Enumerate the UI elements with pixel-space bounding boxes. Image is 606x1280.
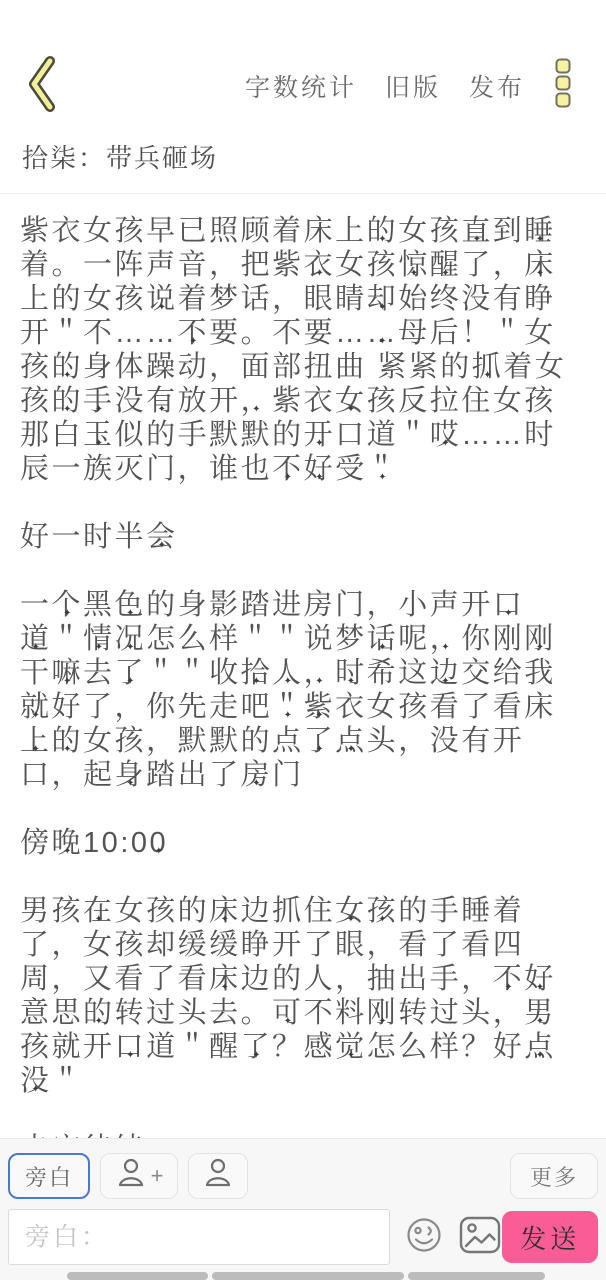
story-paragraph: 一个 ✦黑色 ✦的身影踏进房门，小声开口 ✦ 道 ✦＂情 ✦况 ✦怎么样＂＂说梦话 ✦呢， ✦你刚刚 ✦干嘛 ✦去了 ✦＂＂收拾 ✦人 ✦， ✦时 ✦希这边 ✦交给我就 ✦好了，你先走吧＂ ✦紫 ✦衣女孩看了看床上 ✦的 ✦女孩，默默的点了 ✦点 ✦头，没有开口，起身 ✦踏出了房 ✦门 [20,588,586,792]
keyboard-bar [67,1272,208,1280]
plus-icon: + [150,1163,166,1188]
wink-smiley-icon [403,1214,445,1261]
menu-word-count[interactable]: 字数统计 [244,74,357,102]
story-paragraph: 男孩在 ✦女孩的床 ✦边抓住女 ✦孩 ✦的手睡着了，女孩却缓缓睁开了眼，看了看四周，又看了看床 ✦边的人，抽出手，不 ✦好 ✦意思的 ✦转过头去。可 ✦不料刚 ✦转过头，男 ✦孩就开口 ✦道＂醒了 ✦？感觉 ✦怎么样？好点 ✦没 ✦＂ [20,894,586,1098]
keyboard-bar [212,1272,404,1280]
send-button[interactable] [502,1211,598,1263]
more-roles-label: 更多 [529,1164,578,1190]
narrator-role-button[interactable] [8,1153,90,1199]
character-role-button[interactable] [188,1153,248,1199]
story-content [0,194,606,1166]
send-label: 发送 [520,1223,581,1254]
vertical-dots-icon [555,58,572,114]
input-row [8,1209,598,1265]
picture-icon [458,1214,502,1261]
add-character-button[interactable] [100,1153,178,1199]
emoji-button[interactable] [403,1214,445,1261]
person-icon [200,1155,236,1197]
back-button[interactable] [26,57,60,115]
keyboard-bar [408,1272,545,1280]
top-menu [245,68,525,104]
more-menu-button[interactable] [555,58,572,114]
message-input[interactable] [8,1209,390,1265]
chapter-title: 拾柒：带兵砸场 [0,132,606,194]
menu-publish[interactable]: 发布 [468,74,525,102]
story-paragraph: 紫衣女孩早已照顾着床上的 ✦女孩直 ✦到睡 ✦着。一阵声音，把紫衣 ✦女孩惊 ✦醒 ✦了，床 ✦上的女孩说 ✦着梦话，眼睛却 ✦始终没有睁开＂不……不 ✦要。不要…… ✦母后！＂女孩的 ✦身体躁动，面部扭曲 紧紧的抓 ✦着女孩的 ✦手 ✦没有 ✦放开， ✦紫衣女 ✦孩反拉住女孩那白玉 ✦似的手默默的开 ✦口道＂哎 ✦……时辰一族灭门，谁也不 ✦好 ✦受＂ ✦ [20,214,586,486]
role-row [8,1153,598,1199]
story-paragraph: 傍晚 ✦10:00 ✦ [20,826,586,860]
more-roles-button[interactable] [510,1153,598,1199]
story-paragraph: 好一时半会 ✦ [20,520,586,554]
person-icon [113,1155,149,1197]
menu-old-version[interactable]: 旧版 [384,74,441,102]
composer-bar [0,1138,606,1280]
image-button[interactable] [458,1214,502,1261]
chevron-left-icon [26,55,56,118]
narrator-role-label: 旁白 [24,1164,73,1190]
top-bar [0,0,606,116]
